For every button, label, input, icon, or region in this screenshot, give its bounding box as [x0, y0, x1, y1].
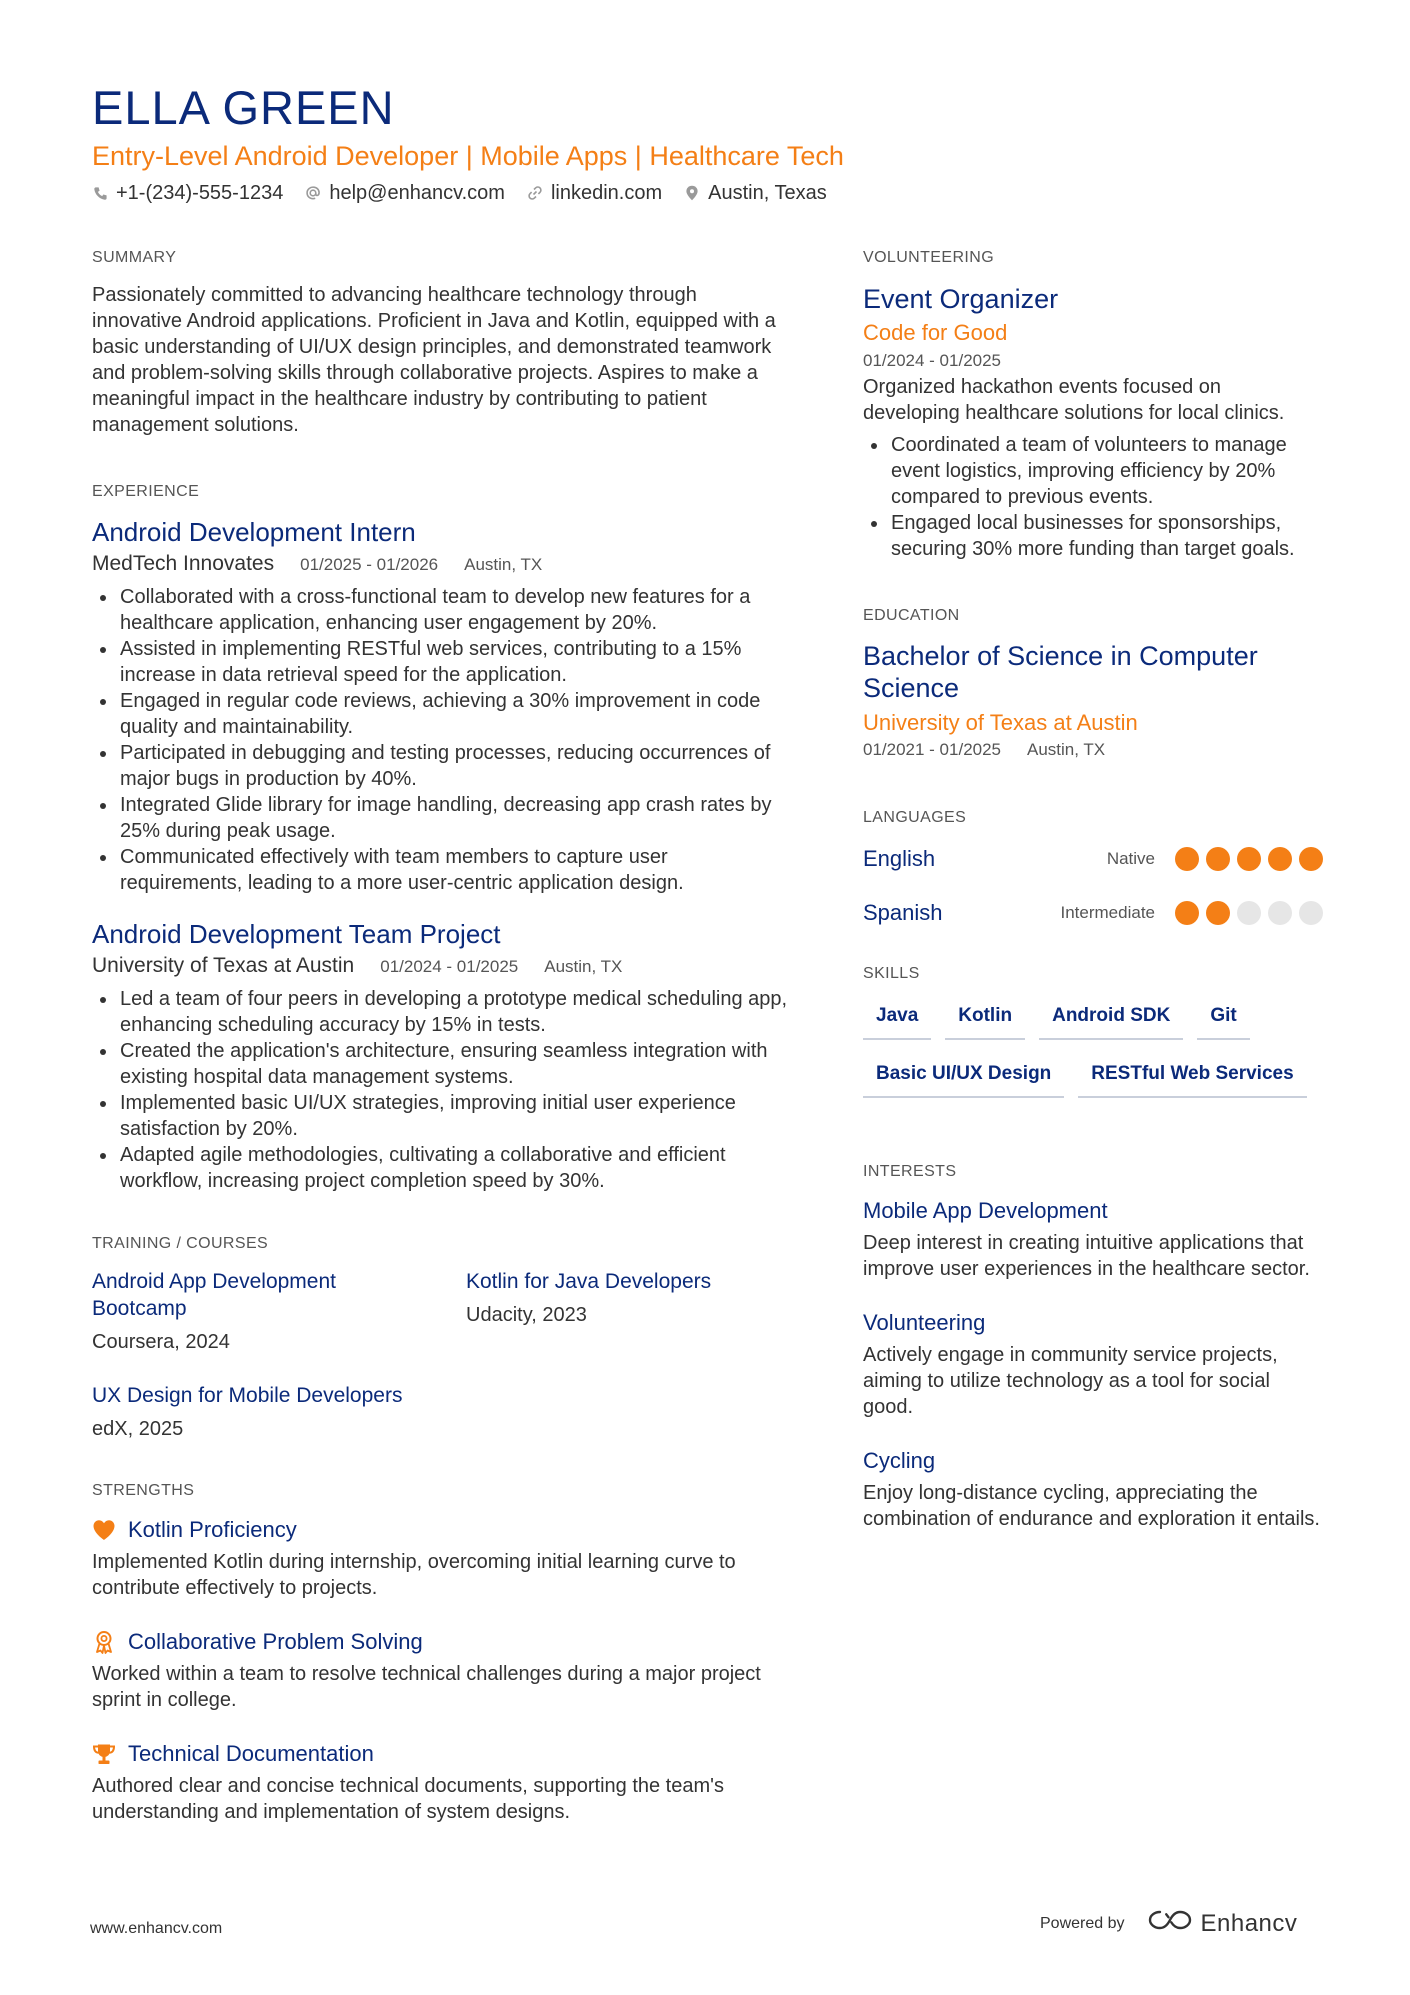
contact-location-text: Austin, Texas — [708, 182, 827, 204]
course-title: Android App Development Bootcamp — [92, 1270, 336, 1320]
experience-heading: EXPERIENCE — [92, 483, 200, 500]
experience-entry — [92, 516, 792, 896]
education-section — [863, 606, 1323, 762]
training-section — [92, 1234, 792, 1443]
experience-bullet: Engaged in regular code reviews, achieving a 30% improvement in code quality and maintainability. — [92, 688, 792, 740]
course-item — [466, 1268, 806, 1356]
interests-section — [863, 1162, 1323, 1532]
skill-tag: Android SDK — [1039, 998, 1183, 1040]
interest-title: Cycling — [863, 1448, 936, 1473]
interest-title: Mobile App Development — [863, 1198, 1108, 1223]
skill-tag: Java — [863, 998, 931, 1040]
interests-heading: INTERESTS — [863, 1163, 957, 1180]
education-meta — [863, 738, 1323, 762]
education-entry — [863, 640, 1323, 762]
rating-dot — [1299, 847, 1323, 871]
skill-tag: Git — [1197, 998, 1249, 1040]
course-provider: Udacity, 2023 — [466, 1304, 587, 1326]
candidate-name: ELLA GREEN — [92, 81, 395, 134]
strength-text: Implemented Kotlin during internship, overcoming initial learning curve to contribute effectively to projects. — [92, 1551, 736, 1599]
course-provider: edX, 2025 — [92, 1418, 184, 1440]
rating-dot — [1268, 901, 1292, 925]
language-rating — [1175, 901, 1323, 925]
volunteering-entry — [863, 282, 1323, 562]
language-name: English — [863, 846, 936, 871]
contact-phone-text: +1-(234)-555-1234 — [116, 182, 284, 204]
experience-bullet: Adapted agile methodologies, cultivating a collaborative and efficient workflow, increasing project completion speed by 30%. — [92, 1142, 792, 1194]
interest-item — [863, 1446, 1323, 1532]
language-row — [863, 896, 1323, 930]
experience-role: Android Development Team Project — [92, 919, 501, 949]
contact-linkedin[interactable] — [527, 178, 662, 208]
strength-head — [92, 1515, 792, 1545]
strength-item — [92, 1627, 792, 1713]
language-level: Intermediate — [1060, 903, 1155, 922]
language-name: Spanish — [863, 900, 943, 925]
experience-company-line — [92, 550, 792, 578]
volunteering-section — [863, 248, 1323, 562]
language-rating — [1175, 847, 1323, 871]
course-item — [92, 1268, 432, 1356]
summary-heading: SUMMARY — [92, 249, 177, 266]
phone-icon — [92, 185, 108, 201]
strength-title: Collaborative Problem Solving — [128, 1629, 423, 1654]
volunteering-heading: VOLUNTEERING — [863, 249, 995, 266]
experience-role: Android Development Intern — [92, 517, 416, 547]
rating-dot — [1206, 847, 1230, 871]
link-icon — [527, 185, 543, 201]
skills-section — [863, 964, 1323, 1098]
contact-linkedin-text: linkedin.com — [550, 182, 663, 204]
interest-text: Actively engage in community service projects, aiming to utilize technology as a tool for social good. — [863, 1344, 1278, 1418]
footer-brand-block[interactable] — [1040, 1908, 1297, 1939]
languages-section — [863, 808, 1323, 930]
volunteering-bullets — [863, 432, 1323, 562]
experience-dates: 01/2025 - 01/2026 — [300, 555, 439, 574]
strengths-heading: STRENGTHS — [92, 1482, 195, 1499]
education-degree: Bachelor of Science in Computer Science — [863, 641, 1258, 703]
rating-dot — [1237, 901, 1261, 925]
summary-section — [92, 248, 792, 438]
education-heading: EDUCATION — [863, 607, 960, 624]
experience-entry — [92, 918, 792, 1194]
rating-dot — [1268, 847, 1292, 871]
volunteering-description: Organized hackathon events focused on developing healthcare solutions for local clinics. — [863, 376, 1285, 424]
course-grid — [92, 1268, 792, 1443]
resume-header — [92, 80, 1322, 208]
enhancv-logo-icon — [1147, 1908, 1193, 1939]
strength-title: Technical Documentation — [128, 1741, 374, 1766]
experience-bullet: Integrated Glide library for image handling, decreasing app crash rates by 25% during peak usage. — [92, 792, 792, 844]
experience-dates: 01/2024 - 01/2025 — [380, 957, 519, 976]
footer-website[interactable]: www.enhancv.com — [90, 1920, 223, 1937]
interest-title: Volunteering — [863, 1310, 986, 1335]
education-dates: 01/2021 - 01/2025 — [863, 740, 1002, 759]
skill-tag: Kotlin — [945, 998, 1025, 1040]
experience-company: University of Texas at Austin — [92, 954, 355, 977]
strength-head — [92, 1627, 792, 1657]
candidate-headline: Entry-Level Android Developer | Mobile Apps | Healthcare Tech — [92, 141, 844, 171]
education-location: Austin, TX — [1027, 740, 1106, 759]
course-item — [92, 1382, 432, 1443]
language-row — [863, 842, 1323, 876]
volunteering-role: Event Organizer — [863, 284, 1059, 314]
strength-text: Authored clear and concise technical documents, supporting the team's understanding and implementation of system designs. — [92, 1775, 724, 1823]
experience-bullet: Created the application's architecture, ensuring seamless integration with existing hospital data management systems. — [92, 1038, 792, 1090]
strength-title: Kotlin Proficiency — [128, 1517, 297, 1542]
volunteering-org: Code for Good — [863, 320, 1008, 345]
experience-bullets — [92, 986, 792, 1194]
strength-text: Worked within a team to resolve technical challenges during a major project sprint in college. — [92, 1663, 761, 1711]
interest-text: Deep interest in creating intuitive applications that improve user experiences in the healthcare sector. — [863, 1232, 1310, 1280]
experience-location: Austin, TX — [544, 957, 623, 976]
left-column — [92, 248, 792, 1869]
course-provider: Coursera, 2024 — [92, 1331, 230, 1353]
skills-heading: SKILLS — [863, 965, 920, 982]
strength-item — [92, 1739, 792, 1825]
experience-bullet: Communicated effectively with team members to capture user requirements, leading to a more user-centric application design. — [92, 844, 792, 896]
contact-phone[interactable] — [92, 178, 283, 208]
at-icon — [305, 185, 321, 201]
experience-bullet: Assisted in implementing RESTful web services, contributing to a 15% increase in data retrieval speed for the application. — [92, 636, 792, 688]
experience-bullet: Implemented basic UI/UX strategies, improving initial user experience satisfaction by 20%. — [92, 1090, 792, 1142]
language-list — [863, 842, 1323, 930]
summary-text: Passionately committed to advancing healthcare technology through innovative Android applications. Proficient in Java and Kotlin, equipped with a basic understanding of UI/UX design principles, and demonstrated teamwork and problem-solving skills through collaborative projects. Aspires to make a meaningful impact in the healthcare industry by contributing to patient management solutions. — [92, 284, 776, 436]
experience-bullets — [92, 584, 792, 896]
language-level: Native — [1106, 849, 1155, 868]
trophy-icon — [92, 1742, 116, 1766]
training-heading: TRAINING / COURSES — [92, 1235, 269, 1252]
heart-icon — [92, 1518, 116, 1542]
education-school: University of Texas at Austin — [863, 710, 1138, 735]
contact-email-text: help@enhancv.com — [329, 182, 505, 204]
brand-name: Enhancv — [1200, 1909, 1298, 1937]
contact-location — [684, 178, 827, 208]
rating-dot — [1237, 847, 1261, 871]
rating-dot — [1206, 901, 1230, 925]
experience-location: Austin, TX — [464, 555, 543, 574]
strengths-section — [92, 1481, 792, 1825]
contact-bar — [92, 178, 1322, 208]
experience-section — [92, 482, 792, 1194]
strength-head — [92, 1739, 792, 1769]
interest-item — [863, 1308, 1323, 1420]
course-title: Kotlin for Java Developers — [466, 1270, 712, 1293]
interest-text: Enjoy long-distance cycling, appreciating the combination of endurance and exploration it entails. — [863, 1482, 1320, 1530]
brand-logo — [1147, 1908, 1298, 1939]
rating-dot — [1175, 901, 1199, 925]
right-column — [863, 248, 1323, 1576]
rating-dot — [1299, 901, 1323, 925]
location-pin-icon — [684, 185, 700, 201]
volunteering-dates: 01/2024 - 01/2025 — [863, 351, 1002, 370]
skill-tag: Basic UI/UX Design — [863, 1056, 1064, 1098]
volunteering-bullet: Engaged local businesses for sponsorships, securing 30% more funding than target goals. — [863, 510, 1323, 562]
experience-company: MedTech Innovates — [92, 552, 275, 575]
contact-email[interactable] — [305, 178, 505, 208]
strength-item — [92, 1515, 792, 1601]
interest-item — [863, 1196, 1323, 1282]
course-title: UX Design for Mobile Developers — [92, 1384, 403, 1407]
powered-by-label: Powered by — [1040, 1914, 1125, 1932]
experience-bullet: Led a team of four peers in developing a prototype medical scheduling app, enhancing scheduling accuracy by 15% in tests. — [92, 986, 792, 1038]
skill-tag: RESTful Web Services — [1078, 1056, 1306, 1098]
languages-heading: LANGUAGES — [863, 809, 967, 826]
experience-bullet: Collaborated with a cross-functional team to develop new features for a healthcare application, enhancing user engagement by 20%. — [92, 584, 792, 636]
award-icon — [92, 1630, 116, 1654]
skill-tags — [863, 998, 1323, 1098]
experience-company-line — [92, 952, 792, 980]
experience-bullet: Participated in debugging and testing processes, reducing occurrences of major bugs in production by 40%. — [92, 740, 792, 792]
volunteering-bullet: Coordinated a team of volunteers to manage event logistics, improving efficiency by 20% compared to previous events. — [863, 432, 1323, 510]
rating-dot — [1175, 847, 1199, 871]
